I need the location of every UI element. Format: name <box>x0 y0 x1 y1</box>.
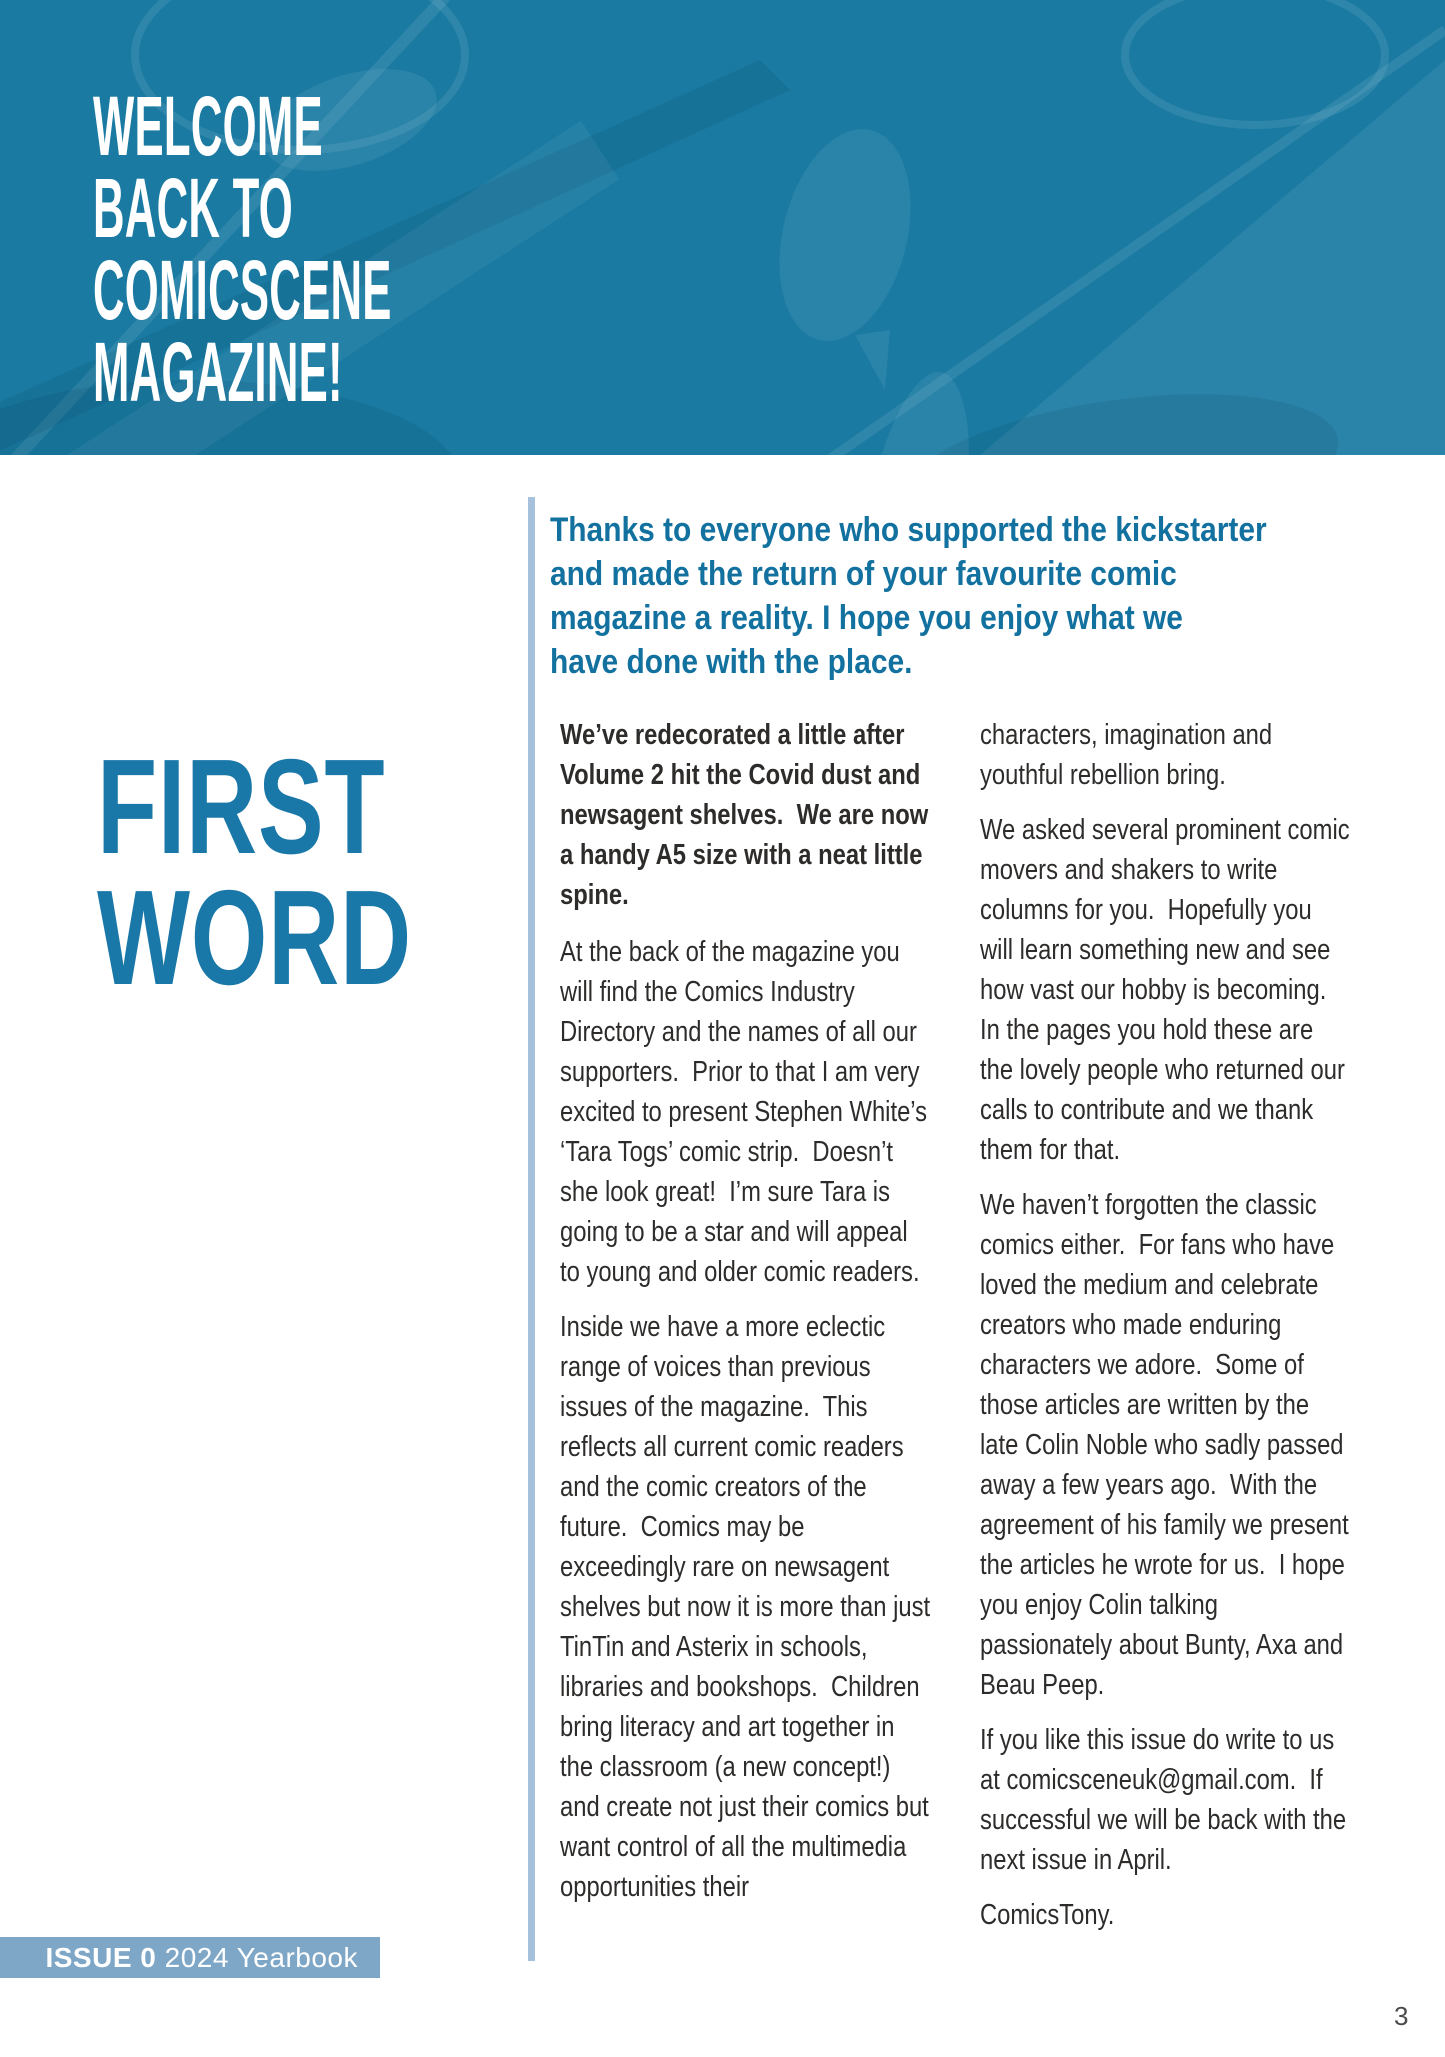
body-paragraph: At the back of the magazine you will find the Comics Industry Directory and the names of all our supporters. Prior to that I am very excited to present Stephen White’s ‘Tara Togs’ comic strip. Doesn’t she look great! I’m sure Tara is going to be a star and will appeal to young and older comic readers. <box>560 936 934 1288</box>
issue-label: ISSUE 0 <box>45 1942 157 1973</box>
intro-line: have done with the place. <box>550 643 913 681</box>
body-paragraph: We haven’t forgotten the classic comics either. For fans who have loved the medium and celebrate creators who made enduring characters we adore. Some of those articles are written by the late Colin Noble who sadly passed away a few years ago. With the agreement of his family we present the articles he wrote for us. I hope you enjoy Colin talking passionately about Bunty, Axa and Beau Peep. <box>980 1189 1356 1701</box>
header-band <box>0 0 1445 455</box>
body-column-left <box>560 715 937 1922</box>
intro-vertical-rule <box>528 497 535 1961</box>
intro-line: Thanks to everyone who supported the kickstarter <box>550 511 1267 549</box>
intro-line: and made the return of your favourite comic <box>550 555 1177 593</box>
section-title-line: FIRST <box>97 731 386 882</box>
page-title-line: MAGAZINE! <box>93 325 343 419</box>
issue-badge <box>0 1937 380 1978</box>
body-paragraph: We asked several prominent comic movers and shakers to write columns for you. Hopefully you will learn something new and see how vast our hobby is becoming. In the pages you hold these are the lovely people who returned our calls to contribute and we thank them for that. <box>980 814 1357 1166</box>
page-title <box>93 79 392 419</box>
body-column-right <box>980 715 1357 1950</box>
body-paragraph: characters, imagination and youthful rebellion bring. <box>980 719 1279 791</box>
issue-suffix: 2024 Yearbook <box>156 1942 358 1973</box>
signoff: ComicsTony. <box>980 1899 1115 1931</box>
lead-paragraph: We’ve redecorated a little after Volume 2 hit the Covid dust and newsagent shelves. We are now a handy A5 size with a neat little spine. <box>560 719 935 911</box>
body-paragraph: Inside we have a more eclectic range of voices than previous issues of the magazine. This reflects all current comic readers and the comic creators of the future. Comics may be exceedingly rare on newsagent shelves but now it is more than just TinTin and Asterix in schools, libraries and bookshops. Children bring literacy and art together in the classroom (a new concept!) and create not just their comics but want control of all the multimedia opportunities their <box>560 1311 937 1903</box>
page-title-line: WELCOME <box>93 79 323 173</box>
body-paragraph: If you like this issue do write to us at comicsceneuk@gmail.com. If successful we will be back with the next issue in April. <box>980 1724 1353 1876</box>
section-title <box>97 731 412 1013</box>
intro-line: magazine a reality. I hope you enjoy what we <box>550 599 1183 637</box>
intro-standfirst <box>550 508 1267 684</box>
section-title-line: WORD <box>97 862 412 1013</box>
page-number: 3 <box>1394 2001 1409 2031</box>
page-title-line: BACK TO <box>93 161 294 255</box>
page-title-line: COMICSCENE <box>93 243 392 337</box>
